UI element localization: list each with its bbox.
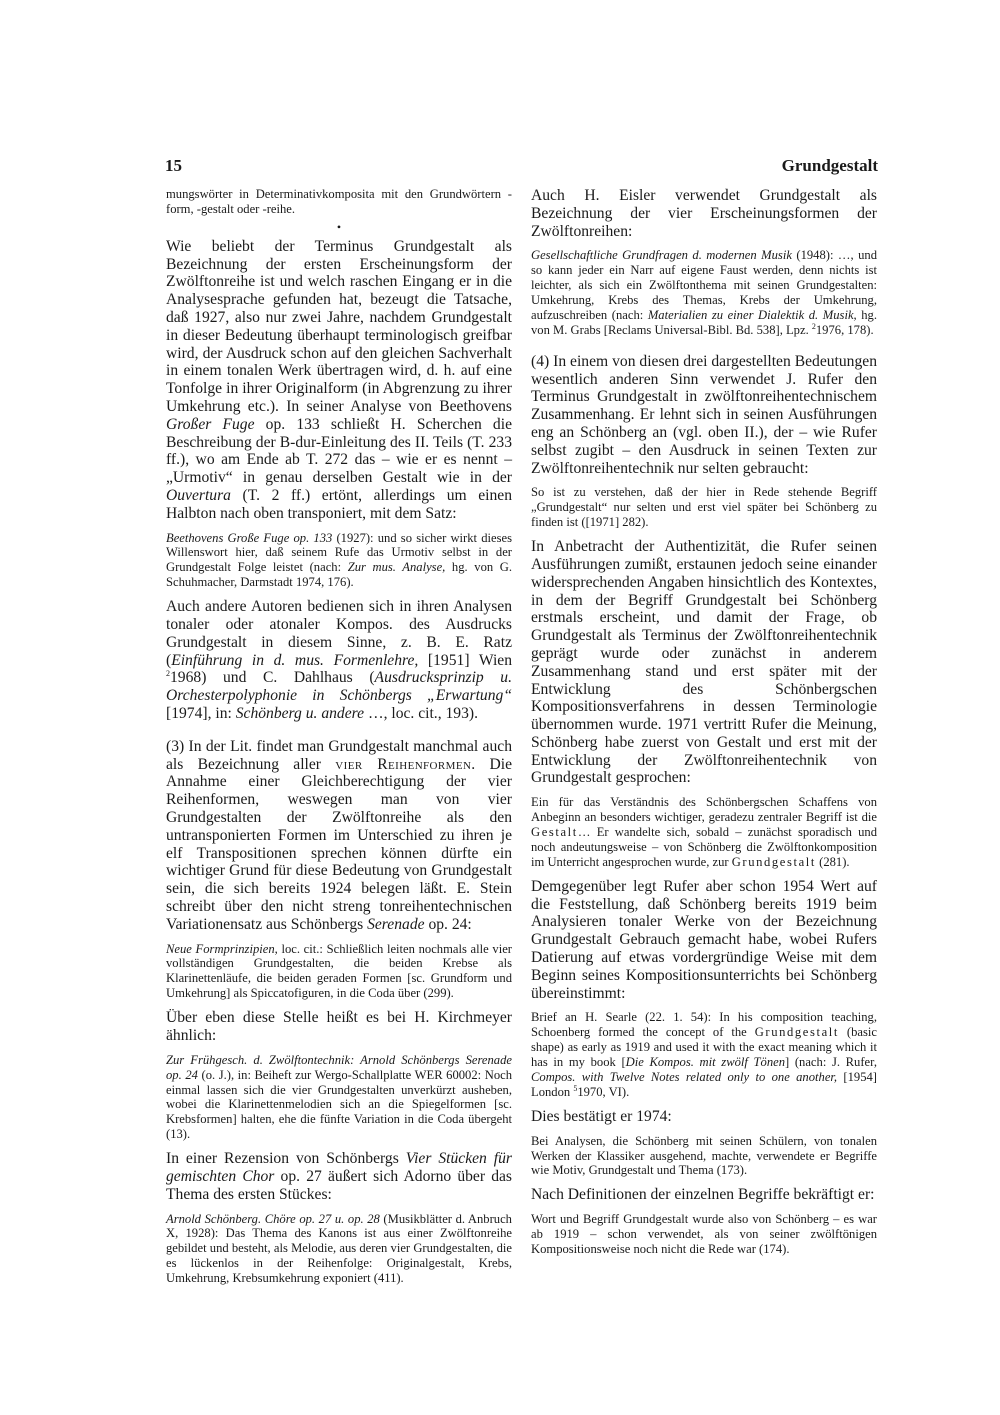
paragraph-section-3: (3) In der Lit. findet man Grundgestalt manchmal auch als Bezeichnung aller vier Reihenformen. Die Annahme einer Gleichberechtigung der vier Reihenformen, weswegen man von vier Grundgestalten der Zwölftonreihe als den untransponierten Formen im Unterschied zu ihren je elf Transpositionen sprechen können dürfte ein wichtiger Grund für diese Bedeutung von Grundgestalt sein, die sich bereits 1924 belegen läßt. E. Stein schreibt über den nicht streng tonreihentechnischen Variationensatz aus Schönbergs Serenade op. 24: <box>166 737 512 933</box>
paragraph-rezension: In einer Rezension von Schönbergs Vier Stücken für gemischten Chor op. 27 äußert sich Adorno über das Thema des ersten Stückes: <box>166 1150 512 1203</box>
paragraph-beliebt: Wie beliebt der Terminus Grundgestalt als Bezeichnung der ersten Erscheinungsform der Zwölftonreihe ist und welch raschen Eingang er in die Analysesprache gefunden hat, bezeugt die Tatsache, daß 1927, also nur zwei Jahre, nachdem Grundgestalt in dieser Bedeutung überhaupt terminologisch greifbar wird, der Ausdruck schon auf den gleichen Sachverhalt in einem tonalen Werk übertragen wird, d. h. auf eine Tonfolge in ihrer Originalform (in Abgrenzung zu ihrer Umkehrung etc.). In seiner Analyse von Beethovens Großer Fuge op. 133 schließt H. Scherchen die Beschreibung der B-dur-Einleitung des II. Teils (T. 233 ff.), wo am Ende ab T. 272 das – wie er es nennt – „Urmotiv“ in genau derselben Gestalt wie in der Ouvertura (T. 2 ff.) ertönt, allerdings um einen Halbton nach oben transponiert, mit dem Satz: <box>166 237 512 522</box>
paragraph-kirchmeyer: Über eben diese Stelle heißt es bei H. Kirchmeyer ähnlich: <box>166 1009 512 1044</box>
quote-rufer-1974-a: Bei Analysen, die Schönberg mit seinen Schülern, von tonalen Werken der Klassiker ausgehend, machte, verwendete er Begriffe wie Motiv, Grundgestalt und Thema (173). <box>531 1133 877 1178</box>
quote-stein: Neue Formprinzipien, loc. cit.: Schließlich leiten nochmals alle vier vollständigen Grundgestalten, die beiden Krebse als Klarinettenläufe, die beiden geraden Formen [sc. Grundform und Umkehrung] als Spiccatofiguren, in die Coda über (299). <box>166 941 512 1001</box>
paragraph-dies-bestaetigt: Dies bestätigt er 1974: <box>531 1107 672 1125</box>
paragraph-demgegenueber: Demgegenüber legt Rufer aber schon 1954 Wert auf die Feststellung, daß Schönberg bereits 1919 beim Analysieren tonaler Werke von der Bezeichnung Grundgestalt Gebrauch gemacht habe, wobei Rufers Datierung auf etwas vordergründige Weise mit dem Beginn seines Kompositionsunterrichts bei Schönberg übereinstimmt: <box>531 877 877 1002</box>
quote-rufer-1974-b: Wort und Begriff Grundgestalt wurde also von Schönberg – es war ab 1919 – schon verwendet, als von seiner zwölftönigen Kompositionsweise noch nicht die Rede war (174). <box>531 1212 877 1256</box>
paragraph-intro: mungswörter in Determinativkomposita mit den Grundwörtern -form, -gestalt oder -reihe. <box>166 187 512 216</box>
paragraph-eisler: Auch H. Eisler verwendet Grundgestalt als Bezeichnung der vier Erscheinungsformen der Zwölftonreihen: <box>531 187 877 240</box>
quote-rufer-1971-b: Ein für das Verständnis des Schönbergschen Schaffens von Anbeginn an besonders wichtiger, geradezu zentraler Begriff ist die Gestalt… Er wandelte sich, sobald – zunächst sporadisch und noch andeutungsweise – von Schönberg die Zwölftonkomposition im Unterricht angesprochen wurde, zur Grundgestalt (281). <box>531 795 877 869</box>
paragraph-section-4: (4) In einem von diesen drei dargestellten Bedeutungen wesentlich anderen Sinn verwendet J. Rufer den Terminus Grundgestalt in zwölftonreihentechnischem Zusammenhang. Er lehnt sich in seinen Ausführungen eng an Schönberg an (vgl. oben II.), der – wie Rufer selbst zugibt – den Ausdruck in seinen Texten zur Zwölftonreihentechnik nur selten gebraucht: <box>531 352 877 477</box>
page-number: 15 <box>165 156 182 175</box>
quote-kirchmeyer: Zur Frühgesch. d. Zwölftontechnik: Arnold Schönbergs Serenade op. 24 (o. J.), in: Beiheft zur Wergo-Schallplatte WER 60002: Noch einmal lassen sich die vier Grundgestalten unverkürzt ausheben, wobei die Klarinettenmelodien sich an die Spiegelformen [sc. Krebsformen] halten, ehe die fünfte Variation in die Coda übergeht (13). <box>166 1052 513 1142</box>
paragraph-anbetracht: In Anbetracht der Authentizität, die Rufer seinen Ausführungen zumißt, erstaunen jedoch seine einander widersprechenden Angaben hinsichtlich des Kontextes, in dem der Begriff Grundgestalt bei Schönberg erstmals erscheint, und damit der Frage, ob Grundgestalt als Terminus der Zwölftonreihentechnik geprägt wurde oder zunächst in anderem Zusammenhang stand und erst später mit der Entwicklung des Schönbergschen Kompositionsverfahrens in dessen Terminologie übernommen wurde. 1971 vertritt Rufer die Meinung, Schönberg habe zuerst von Gestalt und erst mit der Entwicklung der Zwölftonreihentechnik von Grundgestalt gesprochen: <box>531 538 877 787</box>
quote-rufer-1971-a: So ist zu verstehen, daß der hier in Rede stehende Begriff „Grundgestalt“ nur selten und erst viel später bei Schönberg zu finden ist ([1971] 282). <box>531 485 877 530</box>
paragraph-nach-definitionen: Nach Definitionen der einzelnen Begriffe bekräftigt er: <box>531 1186 875 1204</box>
quote-searle-letter: Brief an H. Searle (22. 1. 54): In his composition teaching, Schoenberg formed the concept of the Grundgestalt (basic shape) as early as 1919 and used it with the exact meaning which it has in my book [Die Kompos. mit zwölf Tönen] (nach: J. Rufer, Compos. with Twelve Notes related only to one another, [1954] London $^5$1970, VI). <box>531 1010 878 1099</box>
section-separator: • <box>336 219 342 234</box>
quote-adorno: Arnold Schönberg. Chöre op. 27 u. op. 28 (Musikblätter d. Anbruch X, 1928): Das Thema des Kanons ist aus einer Zwölftonreihe gebildet und besteht, als Melodie, aus deren vier Grundgestalten, die es lückenlos in der Reihenfolge: Originalgestalt, Krebs, Umkehrung, Krebsumkehrung exponiert (411). <box>166 1211 512 1286</box>
running-head: Grundgestalt <box>781 156 878 175</box>
quote-eisler: Gesellschaftliche Grundfragen d. modernen Musik (1948): …, und so kann jeder ein Narr auf eigene Faust werden, denn nichts ist leichter, als sich ein Zwölftonthema mit seinen Grundgestalten: Umkehrung, Krebs des Themas, Krebs der Umkehrung, aufzuschreiben (nach: Materialien zu einer Dialektik d. Musik, hg. von M. Grabs [Reclams Universal-Bibl. Bd. 538], Lpz. $^2$1976, 178). <box>531 248 877 337</box>
quote-scherchen: Beethovens Große Fuge op. 133 (1927): und so sicher wirkt dieses Willenswort hier, daß seinem Rufe das Urmotiv selbst in der Grundgestalt Folge leistet (nach: Zur mus. Analyse, hg. von G. Schuhmacher, Darmstadt 1974, 176). <box>166 530 512 590</box>
right-column <box>531 187 877 1257</box>
paragraph-andere-autoren: Auch andere Autoren bedienen sich in ihren Analysen tonaler oder atonaler Kompos. des Ausdrucks Grundgestalt in diesem Sinne, z. B. E. Ratz (Einführung in d. mus. Formenlehre, [1951] Wien $^2$1968) und C. Dahlhaus (Ausdrucksprinzip u. Orchesterpolyphonie in Schönbergs „Erwartung“ [1974], in: Schönberg u. andere …, loc. cit., 193). <box>166 598 512 722</box>
left-column <box>166 187 512 1286</box>
